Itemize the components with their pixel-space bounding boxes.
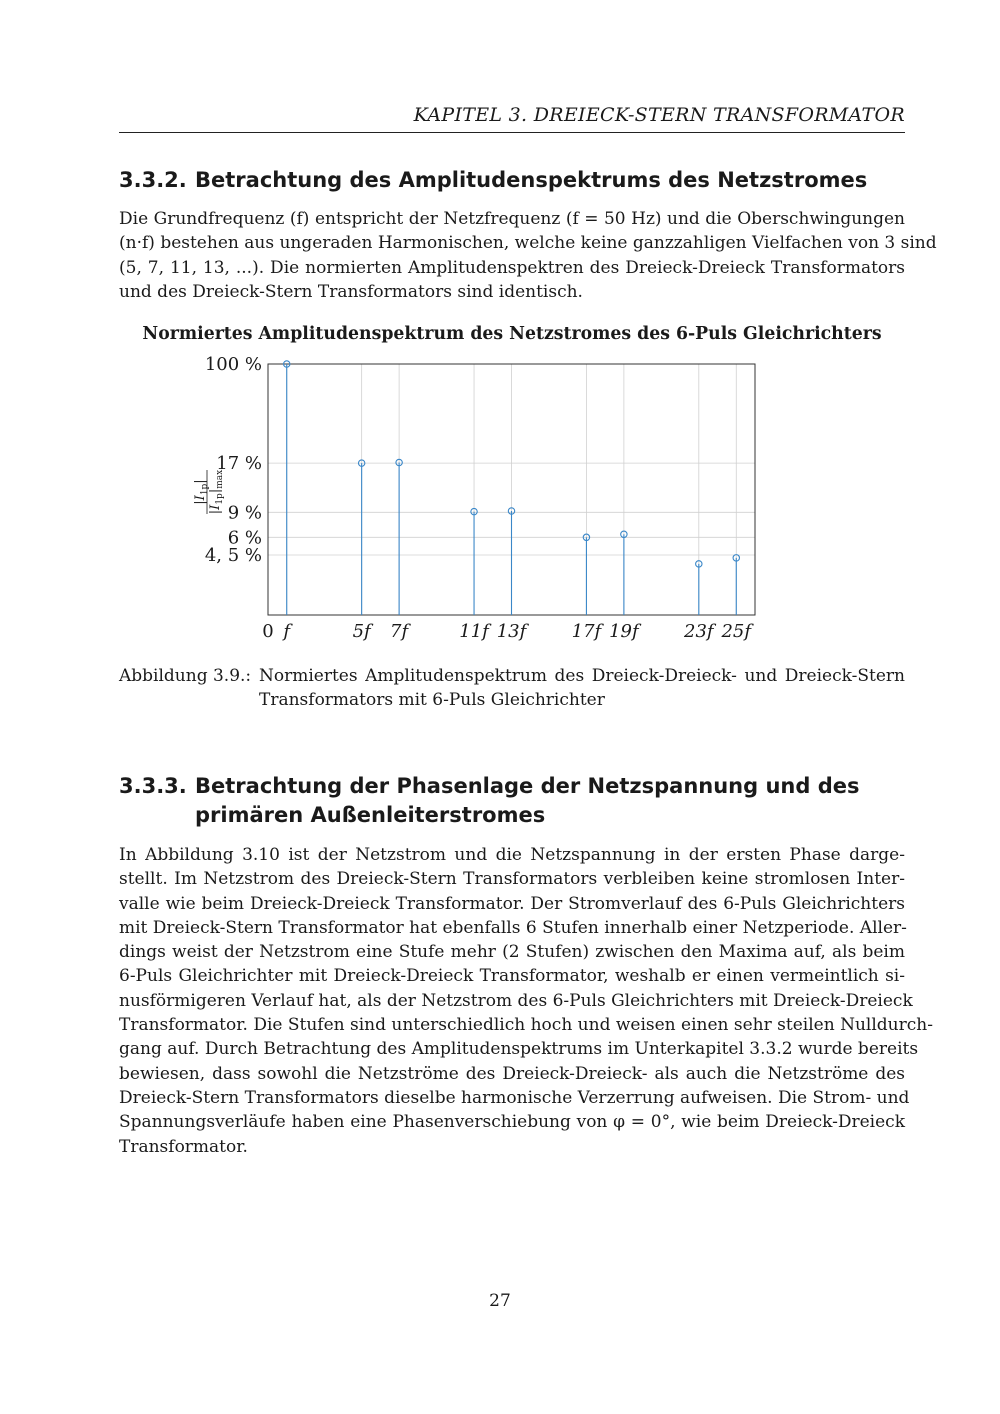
figure-label: Abbildung 3.9.: [119, 666, 252, 686]
text-line: 6-Puls Gleichrichter mit Dreieck-Dreieck Transformator, weshalb er einen vermeintlich si- [119, 966, 905, 987]
running-head: KAPITEL 3. DREIECK-STERN TRANSFORMATOR [119, 104, 905, 133]
y-label-numerator: $|I_{1p}|$ [193, 479, 210, 505]
y-tick-label: 100 % [204, 354, 262, 375]
paragraph-3-3-2 [119, 207, 937, 304]
x-tick-label: 7f [390, 621, 409, 642]
x-tick-label: 19f [609, 621, 639, 642]
text-line: stellt. Im Netzstrom des Dreieck-Stern Transformators verbleiben keine stromlosen Inter- [119, 869, 905, 890]
text-line: Spannungsverläufe haben eine Phasenverschiebung von φ = 0°, wie beim Dreieck-Dreieck [119, 1112, 905, 1133]
text-line: bewiesen, dass sowohl die Netzströme des Dreieck-Dreieck- als auch die Netzströme des [119, 1063, 905, 1084]
x-tick-label: f [283, 621, 291, 642]
figure-caption-text [259, 664, 905, 712]
section-title-text: Betrachtung der Phasenlage der Netzspannung und des [195, 774, 860, 798]
text-line: Dreieck-Stern Transformators dieselbe harmonische Verzerrung aufweisen. Die Strom- und [119, 1087, 910, 1108]
section-number: 3.3.2. [119, 168, 187, 192]
section-title-text: Betrachtung des Amplitudenspektrums des Netzstromes [195, 168, 868, 192]
x-tick-label: 17f [571, 621, 602, 642]
page-number: 27 [489, 1291, 511, 1311]
paragraph-3-3-3 [119, 843, 933, 1159]
text-line: Die Grundfrequenz (f) entspricht der Netzfrequenz (f = 50 Hz) und die Oberschwingungen [119, 209, 905, 229]
text-line: gang auf. Durch Betrachtung des Amplitudenspektrums im Unterkapitel 3.3.2 wurde bereits [119, 1039, 919, 1060]
text-line: und des Dreieck-Stern Transformators sind identisch. [119, 281, 583, 302]
y-tick-label: 6 % [227, 527, 262, 549]
text-line: nusförmigeren Verlauf hat, als der Netzstrom des 6-Puls Gleichrichters mit Dreieck-Dreieck [119, 990, 913, 1011]
text-line: (n·f) bestehen aus ungeraden Harmonischen, welche keine ganzzahligen Vielfachen von 3 sind [119, 233, 937, 254]
y-tick-label: 4, 5 % [204, 545, 262, 567]
caption-line: Transformators mit 6-Puls Gleichrichter [259, 690, 605, 710]
x-tick-label: 13f [496, 621, 527, 642]
chart-title: Normiertes Amplitudenspektrum des Netzstromes des 6-Puls Gleichrichters [142, 324, 882, 344]
text-line: (5, 7, 11, 13, ...). Die normierten Amplitudenspektren des Dreieck-Dreieck Transformators [119, 257, 905, 278]
text-line: valle wie beim Dreieck-Dreieck Transformator. Der Stromverlauf des 6-Puls Gleichrichters [119, 893, 905, 914]
text-line: In Abbildung 3.10 ist der Netzstrom und die Netzspannung in der ersten Phase darge- [119, 845, 905, 865]
x-tick-label: 11f [459, 621, 489, 642]
amplitude-spectrum-chart [180, 350, 780, 650]
text-line: Transformator. [119, 1136, 248, 1157]
y-label-denominator: $|I_{1p}|_{max}$ [208, 469, 225, 515]
y-axis-label [193, 470, 225, 514]
text-line: mit Dreieck-Stern Transformator hat ebenfalls 6 Stufen innerhalb einer Netzperiode. Aller- [119, 917, 907, 938]
x-tick-label: 5f [352, 621, 371, 642]
text-line: dings weist der Netzstrom eine Stufe mehr (2 Stufen) zwischen den Maxima auf, als beim [119, 942, 905, 963]
x-tick-label: 23f [684, 621, 714, 642]
x-tick-label: 0 [262, 621, 274, 642]
x-tick-label: 25f [721, 621, 752, 642]
y-tick-label: 9 % [227, 502, 262, 524]
caption-line: Normiertes Amplitudenspektrum des Dreieck-Dreieck- und Dreieck-Stern [259, 666, 905, 686]
text-line: Transformator. Die Stufen sind unterschiedlich hoch und weisen einen sehr steilen Nulldurch- [119, 1015, 933, 1036]
section-number: 3.3.3. [119, 774, 187, 798]
section-heading-3-3-3 [119, 772, 909, 830]
y-tick-label: 17 % [216, 453, 262, 475]
section-title-continuation: primären Außenleiterstromes [195, 803, 546, 827]
section-heading-3-3-2 [119, 166, 909, 195]
